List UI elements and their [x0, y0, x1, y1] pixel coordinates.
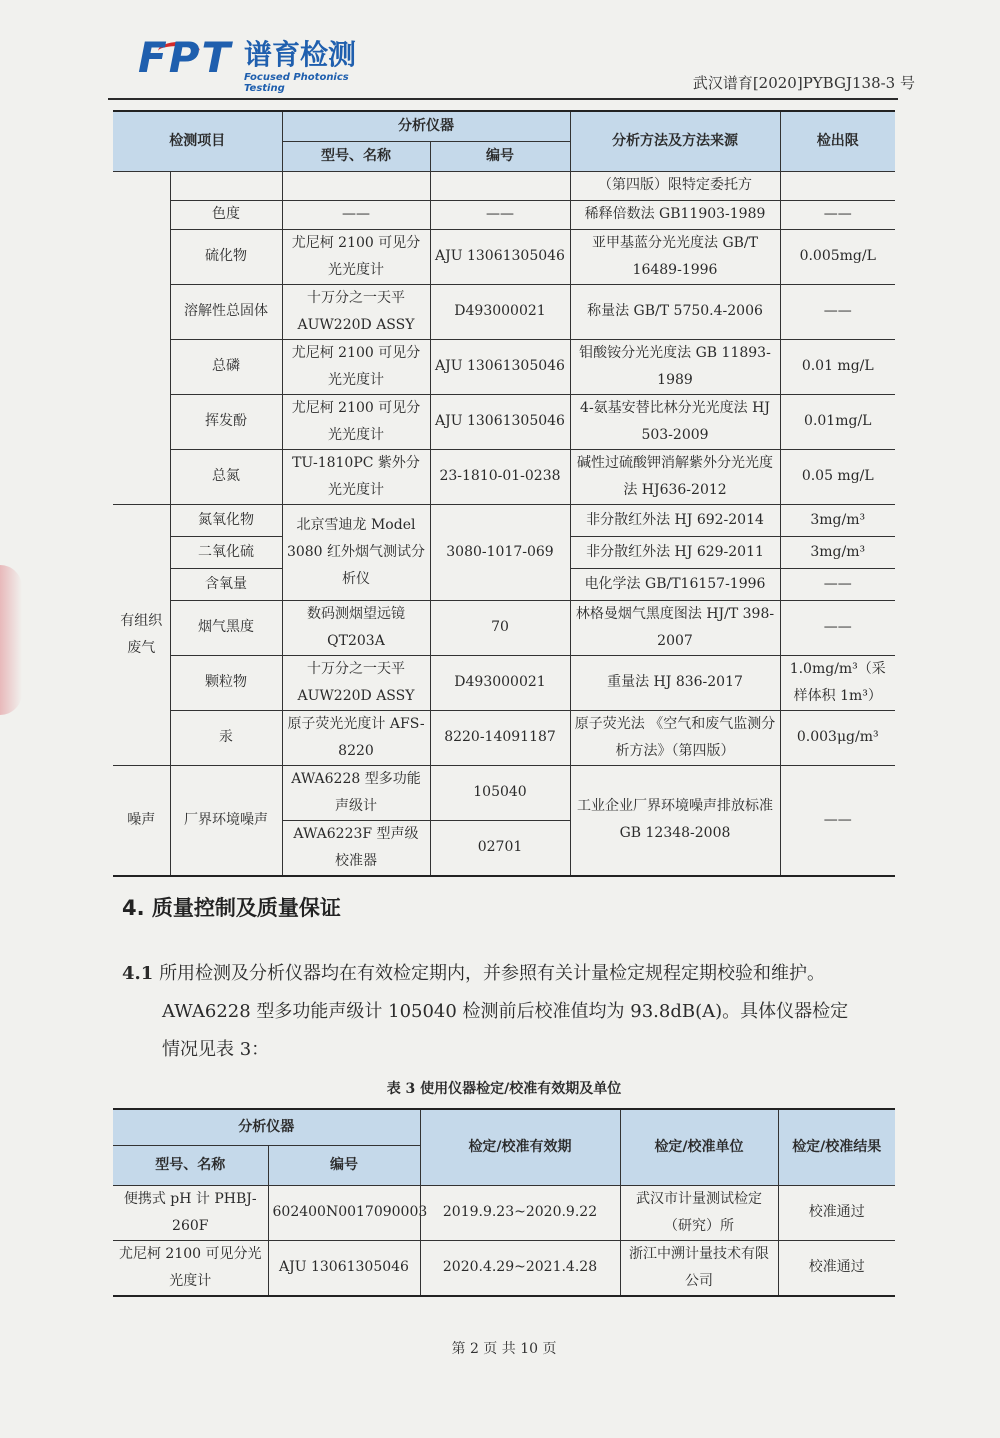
table-row: 溶解性总固体 十万分之一天平 AUW220D ASSY D493000021 称量法 GB/T 5750.4-2006 ——: [113, 284, 895, 339]
t3-header-model: 型号、名称: [113, 1145, 268, 1185]
table-row: 颗粒物 十万分之一天平 AUW220D ASSY D493000021 重量法 HJ 836-2017 1.0mg/m³（采样体积 1m³）: [113, 655, 895, 710]
page-number: 第 2 页 共 10 页: [451, 1341, 557, 1357]
table-row: 含氧量 电化学法 GB/T16157-1996 ——: [113, 568, 895, 600]
header-serial: 编号: [430, 141, 570, 171]
table-row: 便携式 pH 计 PHBJ-260F 602400N0017090003 2019.9.23~2020.9.22 武汉市计量测试检定（研究）所 校准通过: [113, 1185, 895, 1240]
header-method: 分析方法及方法来源: [570, 111, 780, 171]
logo-chinese-name: 谱育检测: [244, 38, 357, 71]
table-row: 尤尼柯 2100 可见分光光度计 AJU 13061305046 2020.4.29~2021.4.28 浙江中溯计量技术有限公司 校准通过: [113, 1240, 895, 1296]
t3-header-result: 检定/校准结果: [778, 1109, 895, 1185]
table-row: 色度 —— —— 稀释倍数法 GB11903-1989 ——: [113, 200, 895, 229]
t3-header-instrument: 分析仪器: [113, 1109, 420, 1145]
header-model: 型号、名称: [282, 141, 430, 171]
logo-english-name: Focused Photonics Testing: [244, 72, 349, 94]
calibration-table: [113, 1108, 895, 1297]
header-item: 检测项目: [113, 111, 282, 171]
header-rule: [108, 98, 898, 100]
category-gas: 有组织废气: [113, 504, 170, 765]
analysis-methods-table: [113, 110, 895, 877]
table-row: 硫化物 尤尼柯 2100 可见分光光度计 AJU 13061305046 亚甲基蓝分光光度法 GB/T 16489-1996 0.005mg/L: [113, 229, 895, 284]
table-row: 汞 原子荧光光度计 AFS-8220 8220-14091187 原子荧光法 《空气和废气监测分析方法》（第四版） 0.003μg/m³: [113, 710, 895, 765]
table-row: 挥发酚 尤尼柯 2100 可见分光光度计 AJU 13061305046 4-氨基安替比林分光光度法 HJ 503-2009 0.01mg/L: [113, 394, 895, 449]
section-title: 4. 质量控制及质量保证: [122, 896, 341, 920]
t3-header-validity: 检定/校准有效期: [420, 1109, 620, 1185]
table-row: 有组织废气 氮氧化物 北京雪迪龙 Model 3080 红外烟气测试分析仪 3080-1017-069 非分散红外法 HJ 692-2014 3mg/m³: [113, 504, 895, 536]
shared-gas-analyzer: 北京雪迪龙 Model 3080 红外烟气测试分析仪: [282, 504, 430, 600]
company-logo: [138, 33, 378, 94]
table-row: 烟气黑度 数码测烟望远镜 QT203A 70 林格曼烟气黑度图法 HJ/T 398-2007 ——: [113, 600, 895, 655]
seal-stamp-edge: [0, 565, 22, 715]
header-instrument: 分析仪器: [282, 111, 570, 141]
category-noise: 噪声: [113, 765, 170, 876]
t3-header-serial: 编号: [268, 1145, 420, 1185]
report-number: 武汉谱育[2020]PYBGJ138-3 号: [692, 74, 915, 92]
t3-header-unit: 检定/校准单位: [620, 1109, 778, 1185]
header-limit: 检出限: [780, 111, 895, 171]
logo-mark: FPT: [138, 33, 233, 82]
table3-caption: 表 3 使用仪器检定/校准有效期及单位: [386, 1081, 622, 1097]
table-row: AWA6223F 型声级校准器 02701: [113, 820, 895, 876]
table-row: 二氧化硫 非分散红外法 HJ 629-2011 3mg/m³: [113, 536, 895, 568]
table-row: 总磷 尤尼柯 2100 可见分光光度计 AJU 13061305046 钼酸铵分光光度法 GB 11893-1989 0.01 mg/L: [113, 339, 895, 394]
table-row: 总氮 TU-1810PC 紫外分光光度计 23-1810-01-0238 碱性过硫酸钾消解紫外分光光度法 HJ636-2012 0.05 mg/L: [113, 449, 895, 504]
paragraph-number: 4.1: [122, 963, 154, 984]
table-row: 噪声 厂界环境噪声 AWA6228 型多功能声级计 105040 工业企业厂界环境噪声排放标准 GB 12348-2008 ——: [113, 765, 895, 820]
section-paragraph: 4.1 所用检测及分析仪器均在有效检定期内，并参照有关计量检定规程定期校验和维护。 AWA6228 型多功能声级计 105040 检测前后校准值均为 93.8dB(A)。具体仪器检定 情况见表 3：: [122, 963, 849, 1060]
table-row: （第四版）限特定委托方: [113, 171, 895, 200]
